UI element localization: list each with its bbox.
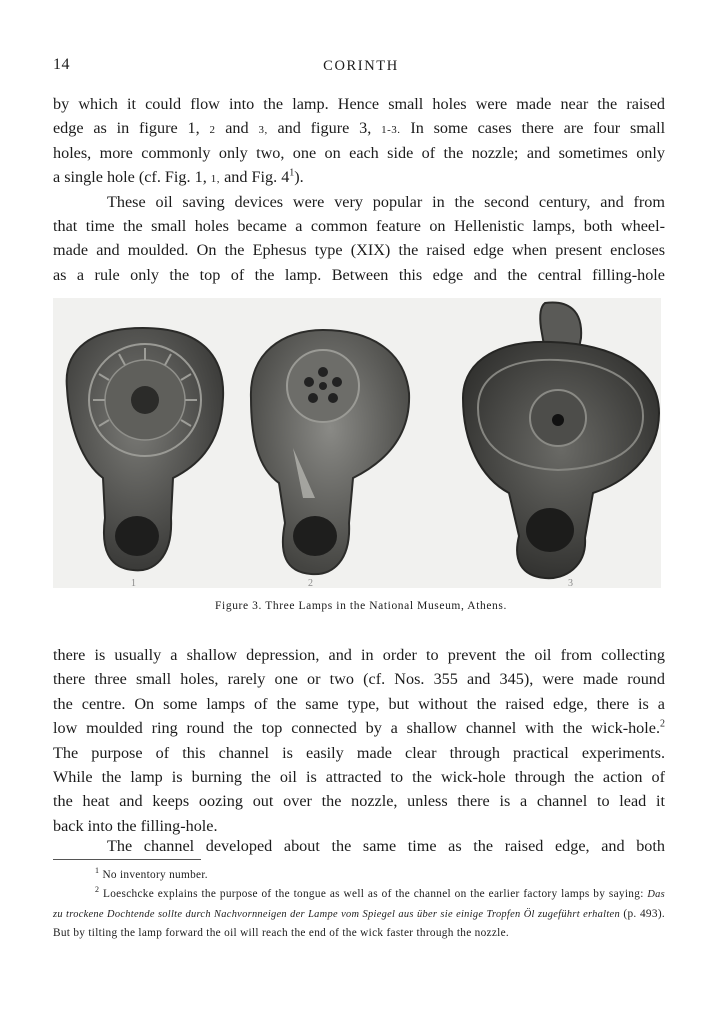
text-run: and figure 3, xyxy=(277,119,372,138)
text-run: a single hole (cf. Fig. 1, xyxy=(53,168,207,187)
figure-label: 3 xyxy=(568,578,573,589)
footnote-text: Loeschcke explains the purpose of the tongue as well as of the channel on the earlier factory lamps by saying: xyxy=(103,888,644,900)
footnote-quotation: Das zu trockene Dochtende sollte durch Nachvornneigen der Lampe vom Spiegel aus über sie einige Tropfen Öl zugeführt erhalten xyxy=(53,889,666,920)
figure-caption: Figure 3. Three Lamps in the National Museum, Athens. xyxy=(215,600,507,612)
text-run: and xyxy=(225,119,249,138)
figure-plate xyxy=(53,298,661,588)
lamp-2 xyxy=(251,330,409,574)
paragraph-line: back into the filling-hole. xyxy=(53,816,218,835)
paragraph-line: there three small holes, rarely one or two (cf. Nos. 355 and 345), were made round xyxy=(53,670,665,689)
text-run: In some cases there are four small xyxy=(410,119,666,138)
footnote-text: No inventory number. xyxy=(102,869,208,881)
footnote-ref[interactable]: 1 xyxy=(289,167,295,179)
footnote-rule xyxy=(53,859,201,860)
text-run: and Fig. 4 xyxy=(224,168,290,187)
paragraph-line: While the lamp is burning the oil is attracted to the wick-hole through the action of xyxy=(53,768,665,786)
footnote-ref[interactable]: 2 xyxy=(660,718,665,730)
figure-label: 1 xyxy=(131,578,136,589)
footnote-2 xyxy=(53,885,665,944)
paragraph-line: holes, more commonly only two, one on each side of the nozzle; and sometimes only xyxy=(53,143,665,162)
figure-label: 2 xyxy=(308,578,313,589)
paragraph-line: by which it could flow into the lamp. Hence small holes were made near the raised xyxy=(53,95,665,113)
page-number: 14 xyxy=(53,56,70,73)
paragraph-line xyxy=(53,116,665,142)
text-run: low moulded ring round the top connected by a shallow channel with the wick-hole. xyxy=(53,719,660,738)
lamps-photograph xyxy=(53,298,661,588)
paragraph-line: The channel developed about the same time as the raised edge, and both xyxy=(107,837,665,855)
running-head: CORINTH xyxy=(323,58,399,74)
paragraph-line: as a rule only the top of the lamp. Between this edge and the central filling-hole xyxy=(53,265,665,284)
paragraph-line xyxy=(53,165,665,191)
paragraph-line: These oil saving devices were very popular in the second century, and from xyxy=(107,192,665,211)
subfigure-ref: 3, xyxy=(258,124,268,137)
footnote-mark: 1 xyxy=(95,866,100,876)
paragraph-line: the centre. On some lamps of the same type, but without the raised edge, there is a xyxy=(53,694,665,713)
footnote-1 xyxy=(95,866,208,886)
footnote-text: (p. 493). But by tilting the lamp forward the oil will reach the end of the wick faster through the nozzle. xyxy=(53,907,666,939)
subfigure-ref: 2 xyxy=(209,124,216,137)
lamp-3 xyxy=(463,302,659,578)
text-run: edge as in figure 1, xyxy=(53,119,200,138)
text-run: ). xyxy=(294,168,304,187)
paragraph-line: the heat and keeps oozing out over the nozzle, unless there is a channel to lead it xyxy=(53,792,665,811)
paragraph-line: made and moulded. On the Ephesus type (XIX) the raised edge when present encloses xyxy=(53,241,665,260)
paragraph-line: there is usually a shallow depression, and in order to prevent the oil from collecting xyxy=(53,646,665,664)
lamp-1 xyxy=(67,328,223,570)
paragraph-line: The purpose of this channel is easily made clear through practical experiments. xyxy=(53,743,665,762)
subfigure-ref: 1-3. xyxy=(381,124,401,137)
subfigure-ref: 1, xyxy=(210,173,221,186)
footnote-mark: 2 xyxy=(95,885,100,895)
paragraph-line: that time the small holes became a common feature on Hellenistic lamps, both wheel- xyxy=(53,217,665,235)
paragraph-line xyxy=(53,716,665,740)
